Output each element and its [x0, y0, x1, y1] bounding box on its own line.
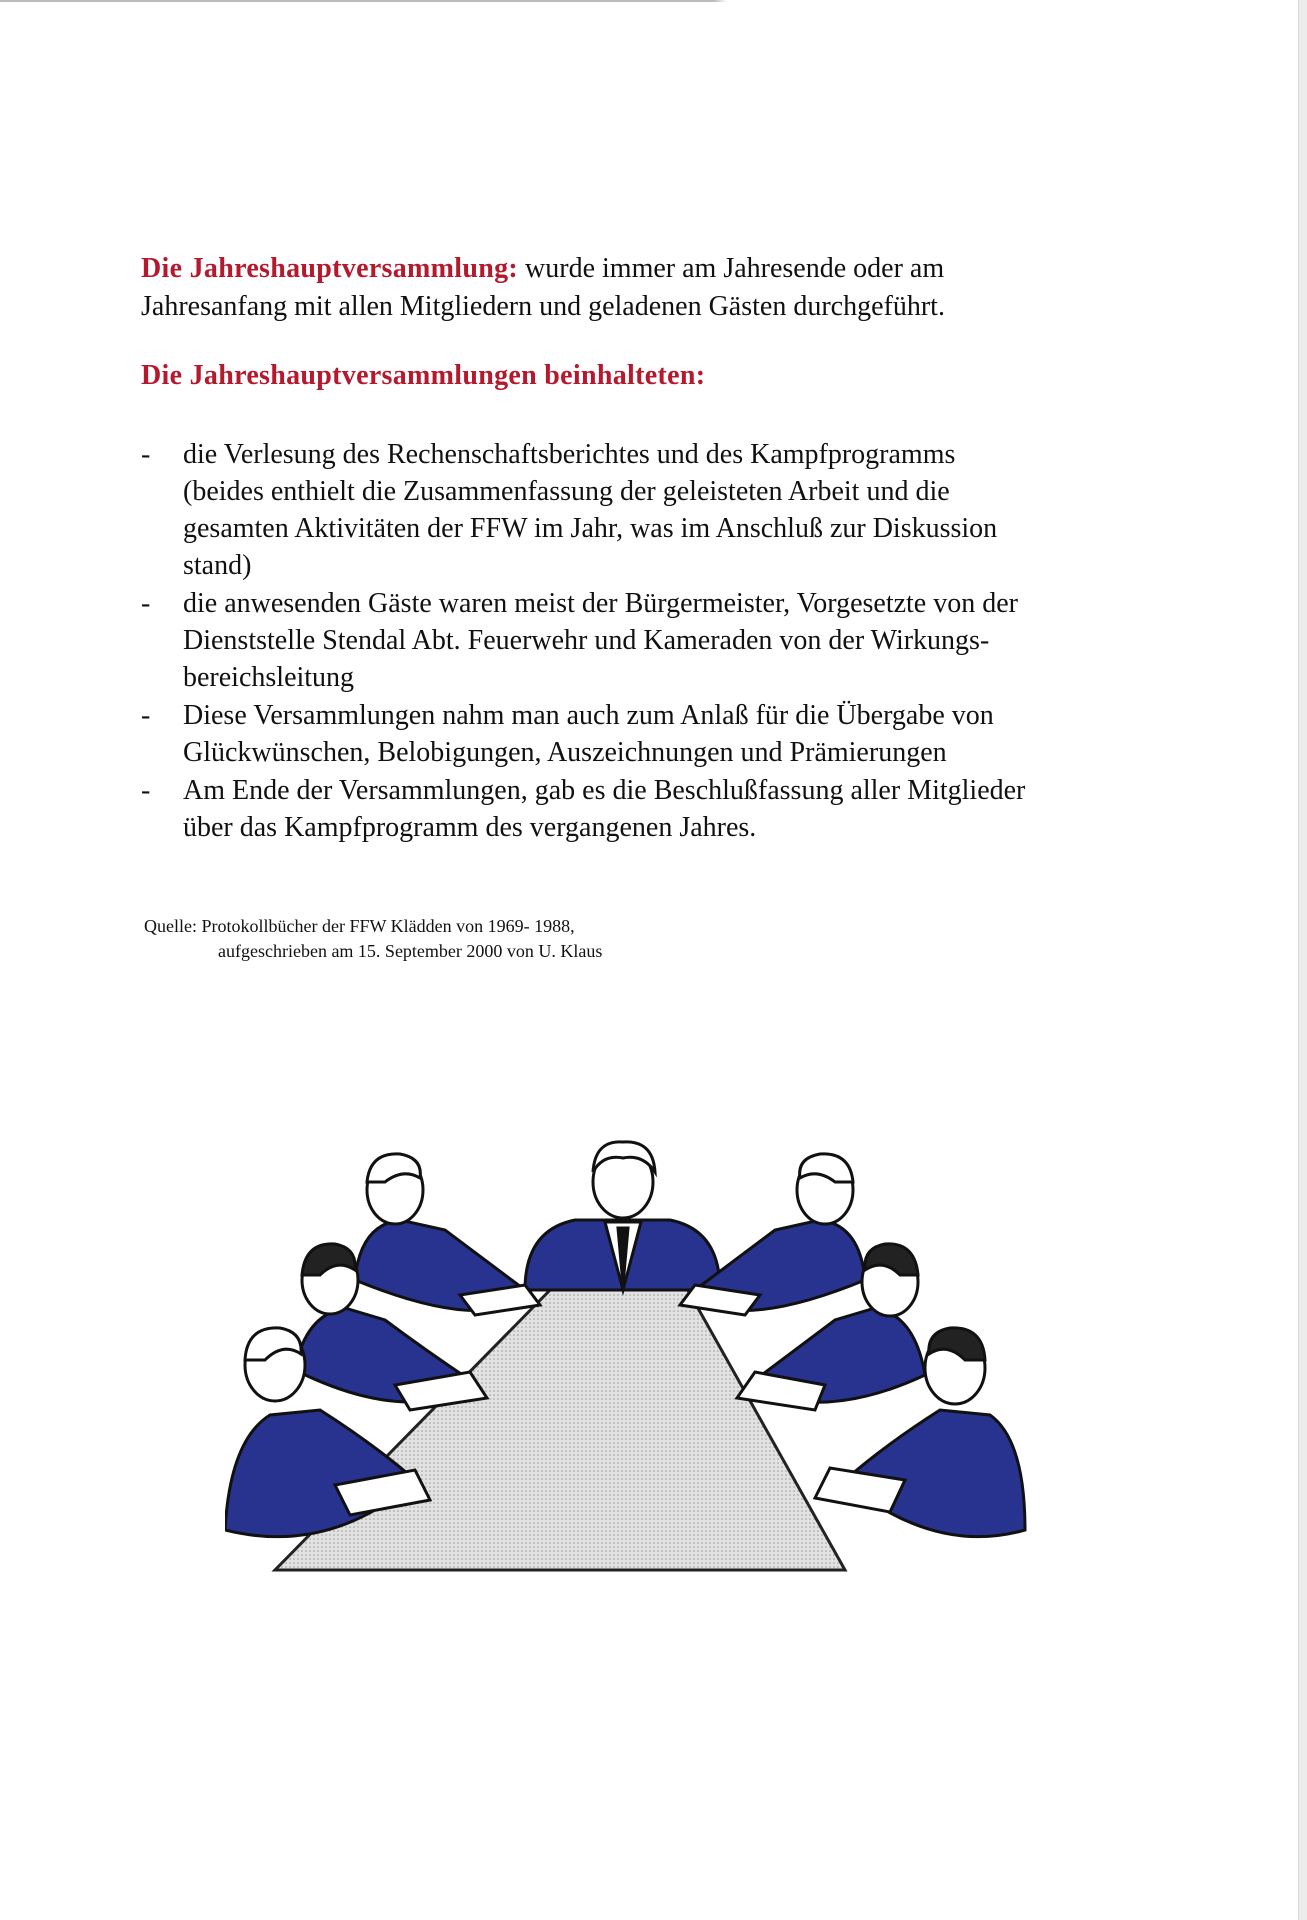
list-item-line: Diese Versammlungen nahm man auch zum Anlaß für die Übergabe von — [183, 700, 994, 731]
intro-label: Die Jahreshauptversammlung: — [141, 253, 519, 284]
list-item-line: (beides enthielt die Zusammenfassung der geleisteten Arbeit und die — [183, 476, 950, 507]
bullet-dash: - — [141, 588, 151, 619]
list-item — [141, 585, 1131, 696]
source-line1: Quelle: Protokollbücher der FFW Klädden von 1969- 1988, — [144, 916, 575, 936]
list-item-line: gesamten Aktivitäten der FFW im Jahr, was im Anschluß zur Diskussion — [183, 513, 998, 544]
bullet-dash: - — [141, 775, 151, 806]
list-item-line: Dienststelle Stendal Abt. Feuerwehr und Kameraden von der Wirkungs- — [183, 625, 990, 656]
list-item — [141, 772, 1131, 846]
list-item — [141, 697, 1131, 771]
source-citation — [144, 914, 602, 964]
person-right-1 — [680, 1154, 865, 1315]
source-line2: aufgeschrieben am 15. September 2000 von U. Klaus — [218, 941, 603, 961]
person-left-1 — [355, 1154, 540, 1315]
intro-paragraph — [141, 250, 1101, 326]
list-item-line: stand) — [183, 550, 252, 581]
list-item-line: Glückwünschen, Belobigungen, Auszeichnungen und Prämierungen — [183, 737, 947, 768]
bullet-dash: - — [141, 700, 151, 731]
intro-text-line1: wurde immer am Jahresende oder am — [525, 253, 945, 284]
list-item — [141, 436, 1131, 584]
list-item-line: bereichsleitung — [183, 662, 355, 693]
meeting-table-illustration — [225, 1110, 1035, 1590]
intro-text-line2: Jahresanfang mit allen Mitgliedern und geladenen Gästen durchgeführt. — [141, 291, 945, 322]
list-item-line: die Verlesung des Rechenschaftsberichtes und des Kampfprogramms — [183, 439, 956, 470]
list-item-line: über das Kampfprogramm des vergangenen Jahres. — [183, 812, 757, 843]
bullet-dash: - — [141, 439, 151, 470]
list-item-line: Am Ende der Versammlungen, gab es die Beschlußfassung aller Mitglieder — [183, 775, 1026, 806]
section-heading: Die Jahreshauptversammlungen beinhalteten: — [141, 360, 706, 391]
bullet-list — [141, 436, 1131, 847]
person-center — [525, 1142, 720, 1290]
list-item-line: die anwesenden Gäste waren meist der Bürgermeister, Vorgesetzte von der — [183, 588, 1018, 619]
